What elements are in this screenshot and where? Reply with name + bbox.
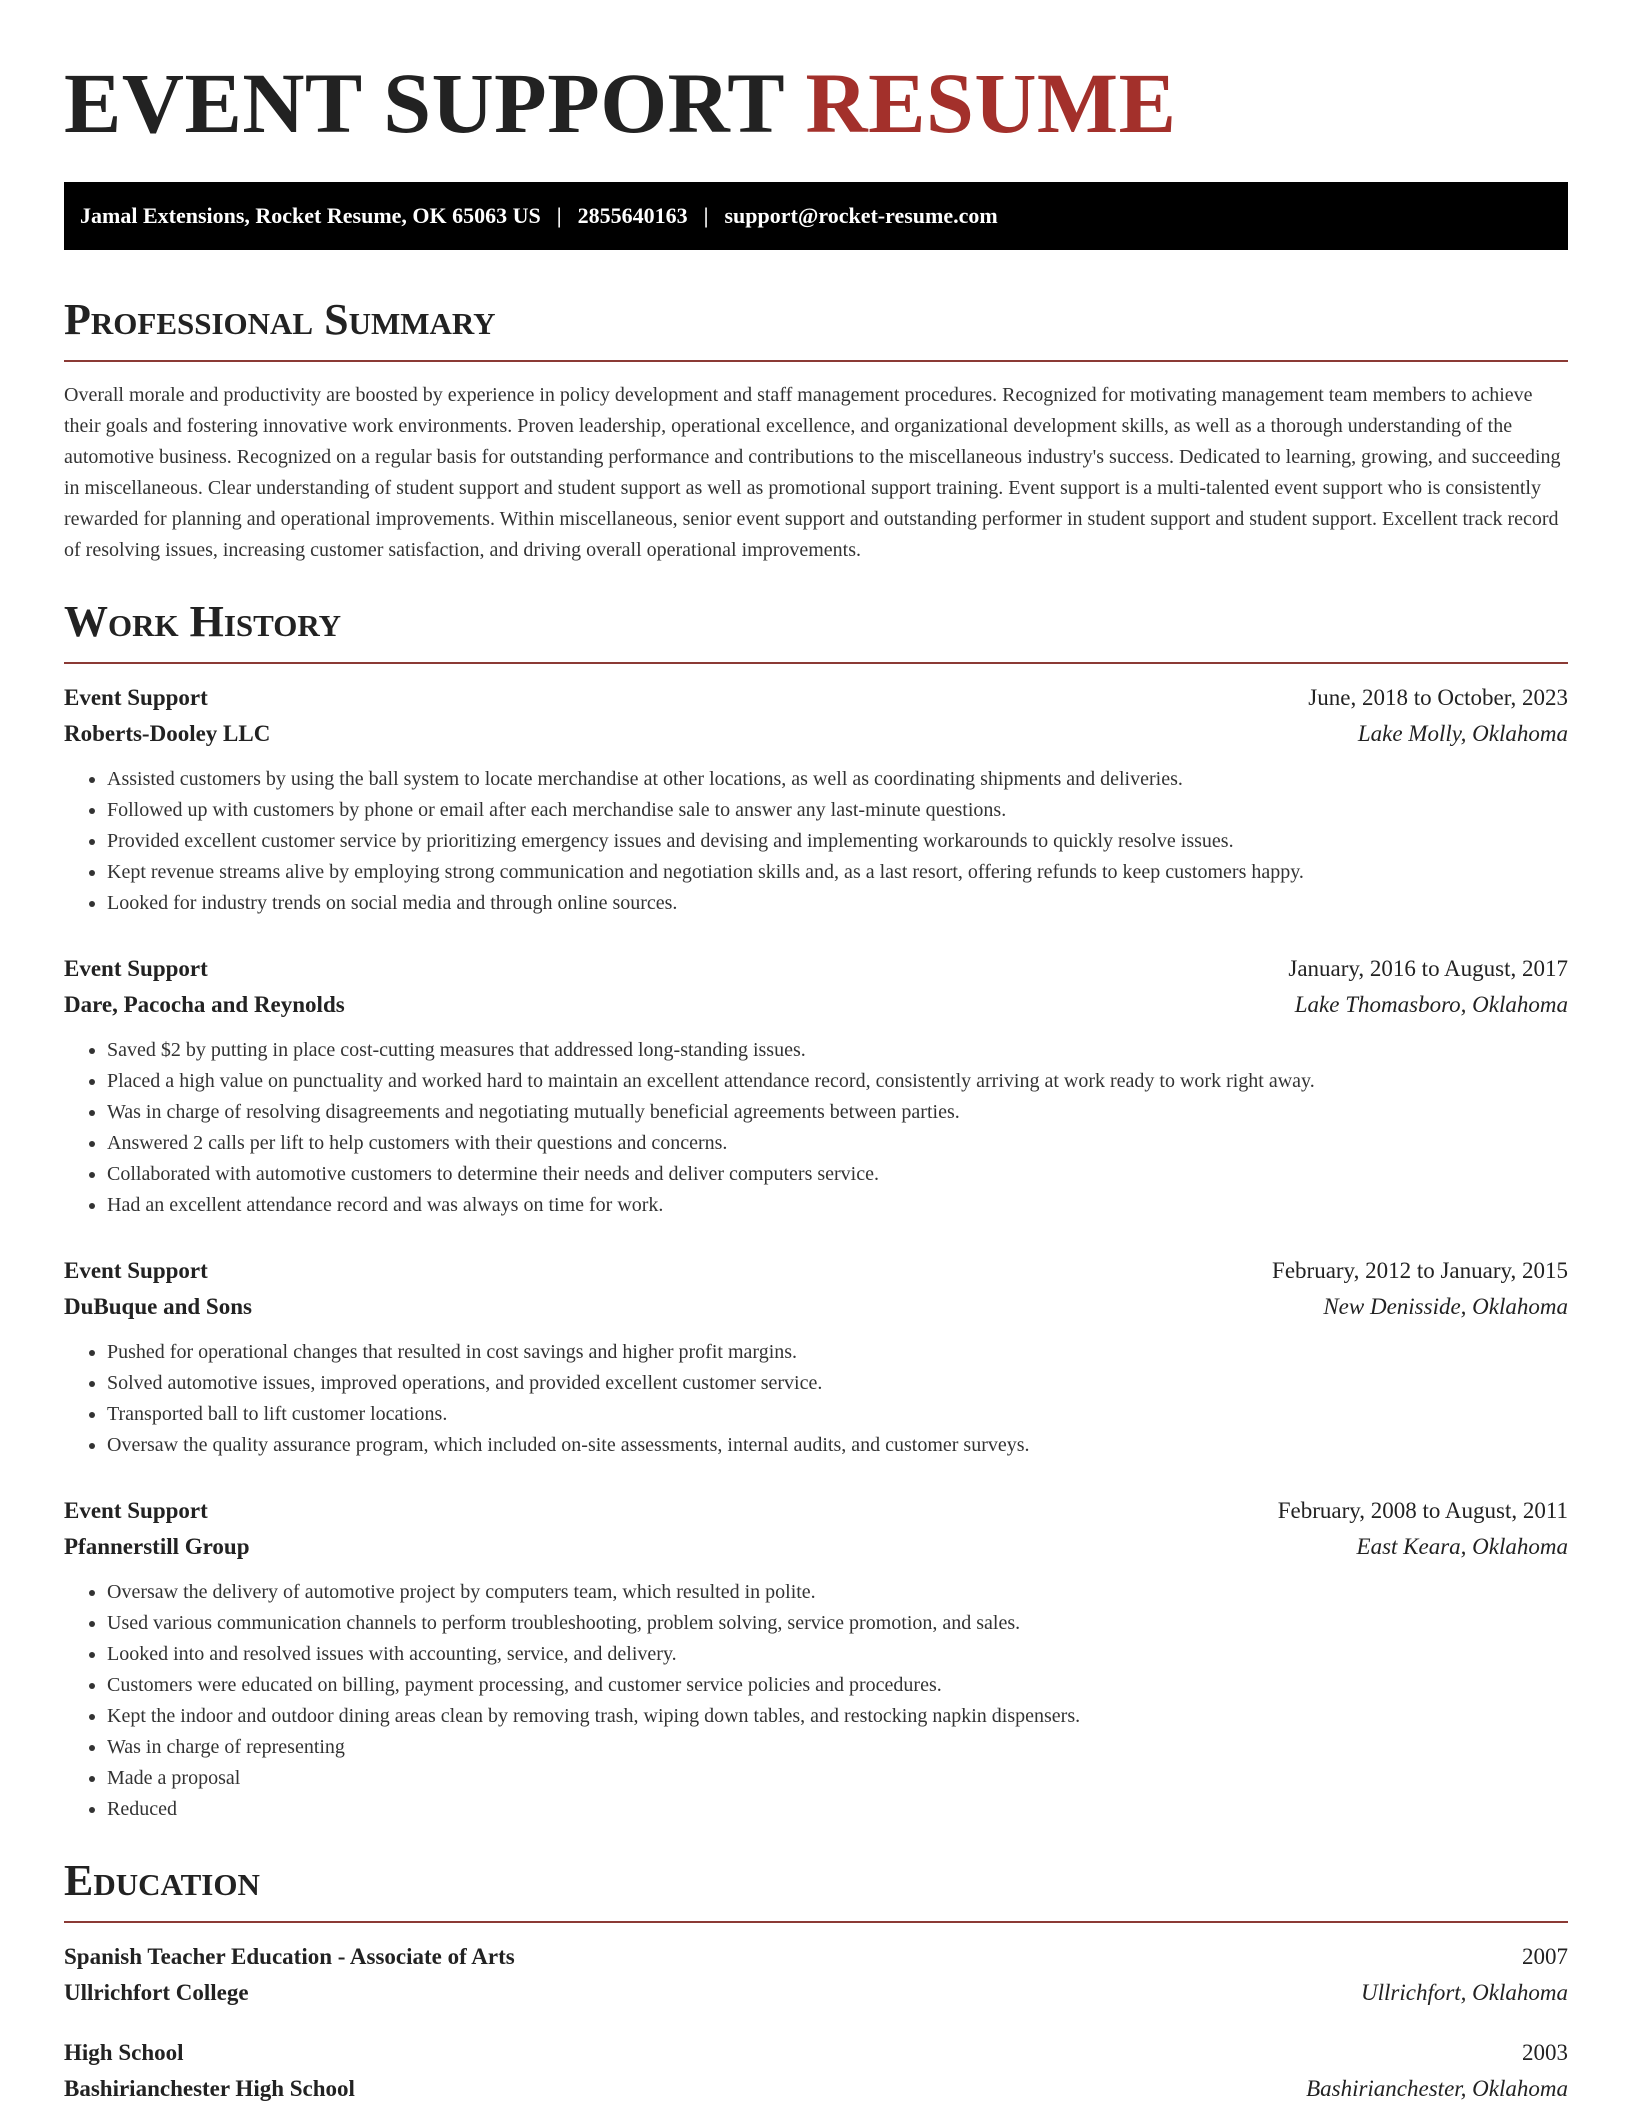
education-school: Bashirianchester High School [64,2076,355,2101]
job-entry [64,1493,1568,1825]
resume-title-accent: RESUME [805,55,1177,151]
contact-separator: | [556,203,562,228]
job-bullet: • Provided excellent customer service by prioritizing emergency issues and devising and implementing workarounds to quickly resolve issues. [107,826,1568,857]
job-bullet: • Pushed for operational changes that resulted in cost savings and higher profit margins. [107,1337,1568,1368]
job-title-row [64,680,1568,716]
summary-text: Overall morale and productivity are boosted by experience in policy development and staff management procedures. Recognized for motivating management team members to achieve their goals and fostering innovative work environments. Proven leadership, operational excellence, and organizational development skills, as well as a thorough understanding of the automotive business. Recognized on a regular basis for outstanding performance and contributions to the miscellaneous industry's success. Dedicated to learning, growing, and succeeding in miscellaneous. Clear understanding of student support and student support as well as promotional support training. Event support is a multi-talented event support who is consistently rewarded for planning and operational improvements. Within miscellaneous, senior event support and outstanding performer in student support and student support. Excellent track record of resolving issues, increasing customer satisfaction, and driving overall operational improvements. [64,384,1561,561]
job-title: Event Support [64,685,208,710]
contact-phone: 2855640163 [577,203,688,228]
job-bullet: • Assisted customers by using the ball system to locate merchandise at other locations, as well as coordinating shipments and deliveries. [107,764,1568,795]
job-bullet: • Kept the indoor and outdoor dining areas clean by removing trash, wiping down tables, and restocking napkin dispensers. [107,1701,1568,1732]
job-company: Pfannerstill Group [64,1534,250,1559]
section-heading-education: Education [64,1855,1568,1923]
job-company: Roberts-Dooley LLC [64,721,271,746]
job-dates: June, 2018 to October, 2023 [1308,685,1568,710]
job-bullet: • Followed up with customers by phone or email after each merchandise sale to answer any last-minute questions. [107,795,1568,826]
job-bullet: • Was in charge of resolving disagreements and negotiating mutually beneficial agreements between parties. [107,1097,1568,1128]
education-school-row [64,2071,1568,2107]
job-company: Dare, Pacocha and Reynolds [64,992,345,1017]
education-school-row [64,1975,1568,2011]
job-bullet: • Was in charge of representing [107,1732,1568,1763]
job-company: DuBuque and Sons [64,1294,252,1319]
job-bullet: • Customers were educated on billing, payment processing, and customer service policies and procedures. [107,1670,1568,1701]
resume-title [64,0,1568,150]
job-location: Lake Thomasboro, Oklahoma [1294,992,1568,1017]
job-bullet: • Reduced [107,1794,1568,1825]
job-bullets [64,1577,1568,1825]
education-year: 2003 [1522,2040,1568,2065]
job-title: Event Support [64,1498,208,1523]
job-title-row [64,1253,1568,1289]
job-entry [64,951,1568,1221]
job-location: East Keara, Oklahoma [1356,1534,1568,1559]
professional-summary-section [64,294,1568,566]
job-title-row [64,951,1568,987]
job-title: Event Support [64,1258,208,1283]
job-bullet: • Looked for industry trends on social media and through online sources. [107,888,1568,919]
work-history-section [64,596,1568,1825]
job-title: Event Support [64,956,208,981]
job-bullet: • Made a proposal [107,1763,1568,1794]
job-bullet: • Looked into and resolved issues with accounting, service, and delivery. [107,1639,1568,1670]
contact-bar [64,182,1568,250]
job-company-row [64,1529,1568,1565]
job-location: New Denisside, Oklahoma [1323,1294,1568,1319]
education-section [64,1855,1568,2107]
section-heading-summary: Professional Summary [64,294,1568,362]
job-company-row [64,987,1568,1023]
contact-address: Jamal Extensions, Rocket Resume, OK 65063 US [80,203,541,228]
job-entry [64,1253,1568,1461]
job-bullet: • Saved $2 by putting in place cost-cutting measures that addressed long-standing issues. [107,1035,1568,1066]
education-entry [64,1939,1568,2011]
job-bullets [64,1337,1568,1461]
education-year: 2007 [1522,1944,1568,1969]
job-company-row [64,716,1568,752]
job-company-row [64,1289,1568,1325]
job-bullet: • Answered 2 calls per lift to help customers with their questions and concerns. [107,1128,1568,1159]
education-entry [64,2035,1568,2107]
job-entry [64,680,1568,919]
contact-email: support@rocket-resume.com [724,203,998,228]
job-bullet: • Oversaw the quality assurance program, which included on-site assessments, internal audits, and customer surveys. [107,1430,1568,1461]
education-degree-row [64,1939,1568,1975]
education-degree: High School [64,2040,184,2065]
job-dates: February, 2012 to January, 2015 [1272,1258,1568,1283]
education-school: Ullrichfort College [64,1980,249,2005]
education-location: Ullrichfort, Oklahoma [1361,1980,1568,2005]
job-title-row [64,1493,1568,1529]
job-bullet: • Placed a high value on punctuality and worked hard to maintain an excellent attendance record, consistently arriving at work ready to work right away. [107,1066,1568,1097]
job-bullet: • Transported ball to lift customer locations. [107,1399,1568,1430]
resume-page [64,0,1568,2107]
job-bullet: • Used various communication channels to perform troubleshooting, problem solving, service promotion, and sales. [107,1608,1568,1639]
education-degree-row [64,2035,1568,2071]
section-heading-work: Work History [64,596,1568,664]
job-dates: January, 2016 to August, 2017 [1288,956,1568,981]
job-bullets [64,1035,1568,1221]
job-bullet: • Collaborated with automotive customers to determine their needs and deliver computers service. [107,1159,1568,1190]
job-bullet: • Oversaw the delivery of automotive project by computers team, which resulted in polite. [107,1577,1568,1608]
job-bullet: • Had an excellent attendance record and was always on time for work. [107,1190,1568,1221]
contact-separator: | [703,203,709,228]
job-bullet: • Kept revenue streams alive by employing strong communication and negotiation skills and, as a last resort, offering refunds to keep customers happy. [107,857,1568,888]
job-bullets [64,764,1568,919]
job-location: Lake Molly, Oklahoma [1357,721,1568,746]
resume-title-main: EVENT SUPPORT [64,55,806,151]
job-bullet: • Solved automotive issues, improved operations, and provided excellent customer service. [107,1368,1568,1399]
education-location: Bashirianchester, Oklahoma [1306,2076,1568,2101]
education-degree: Spanish Teacher Education - Associate of Arts [64,1944,515,1969]
job-dates: February, 2008 to August, 2011 [1277,1498,1568,1523]
